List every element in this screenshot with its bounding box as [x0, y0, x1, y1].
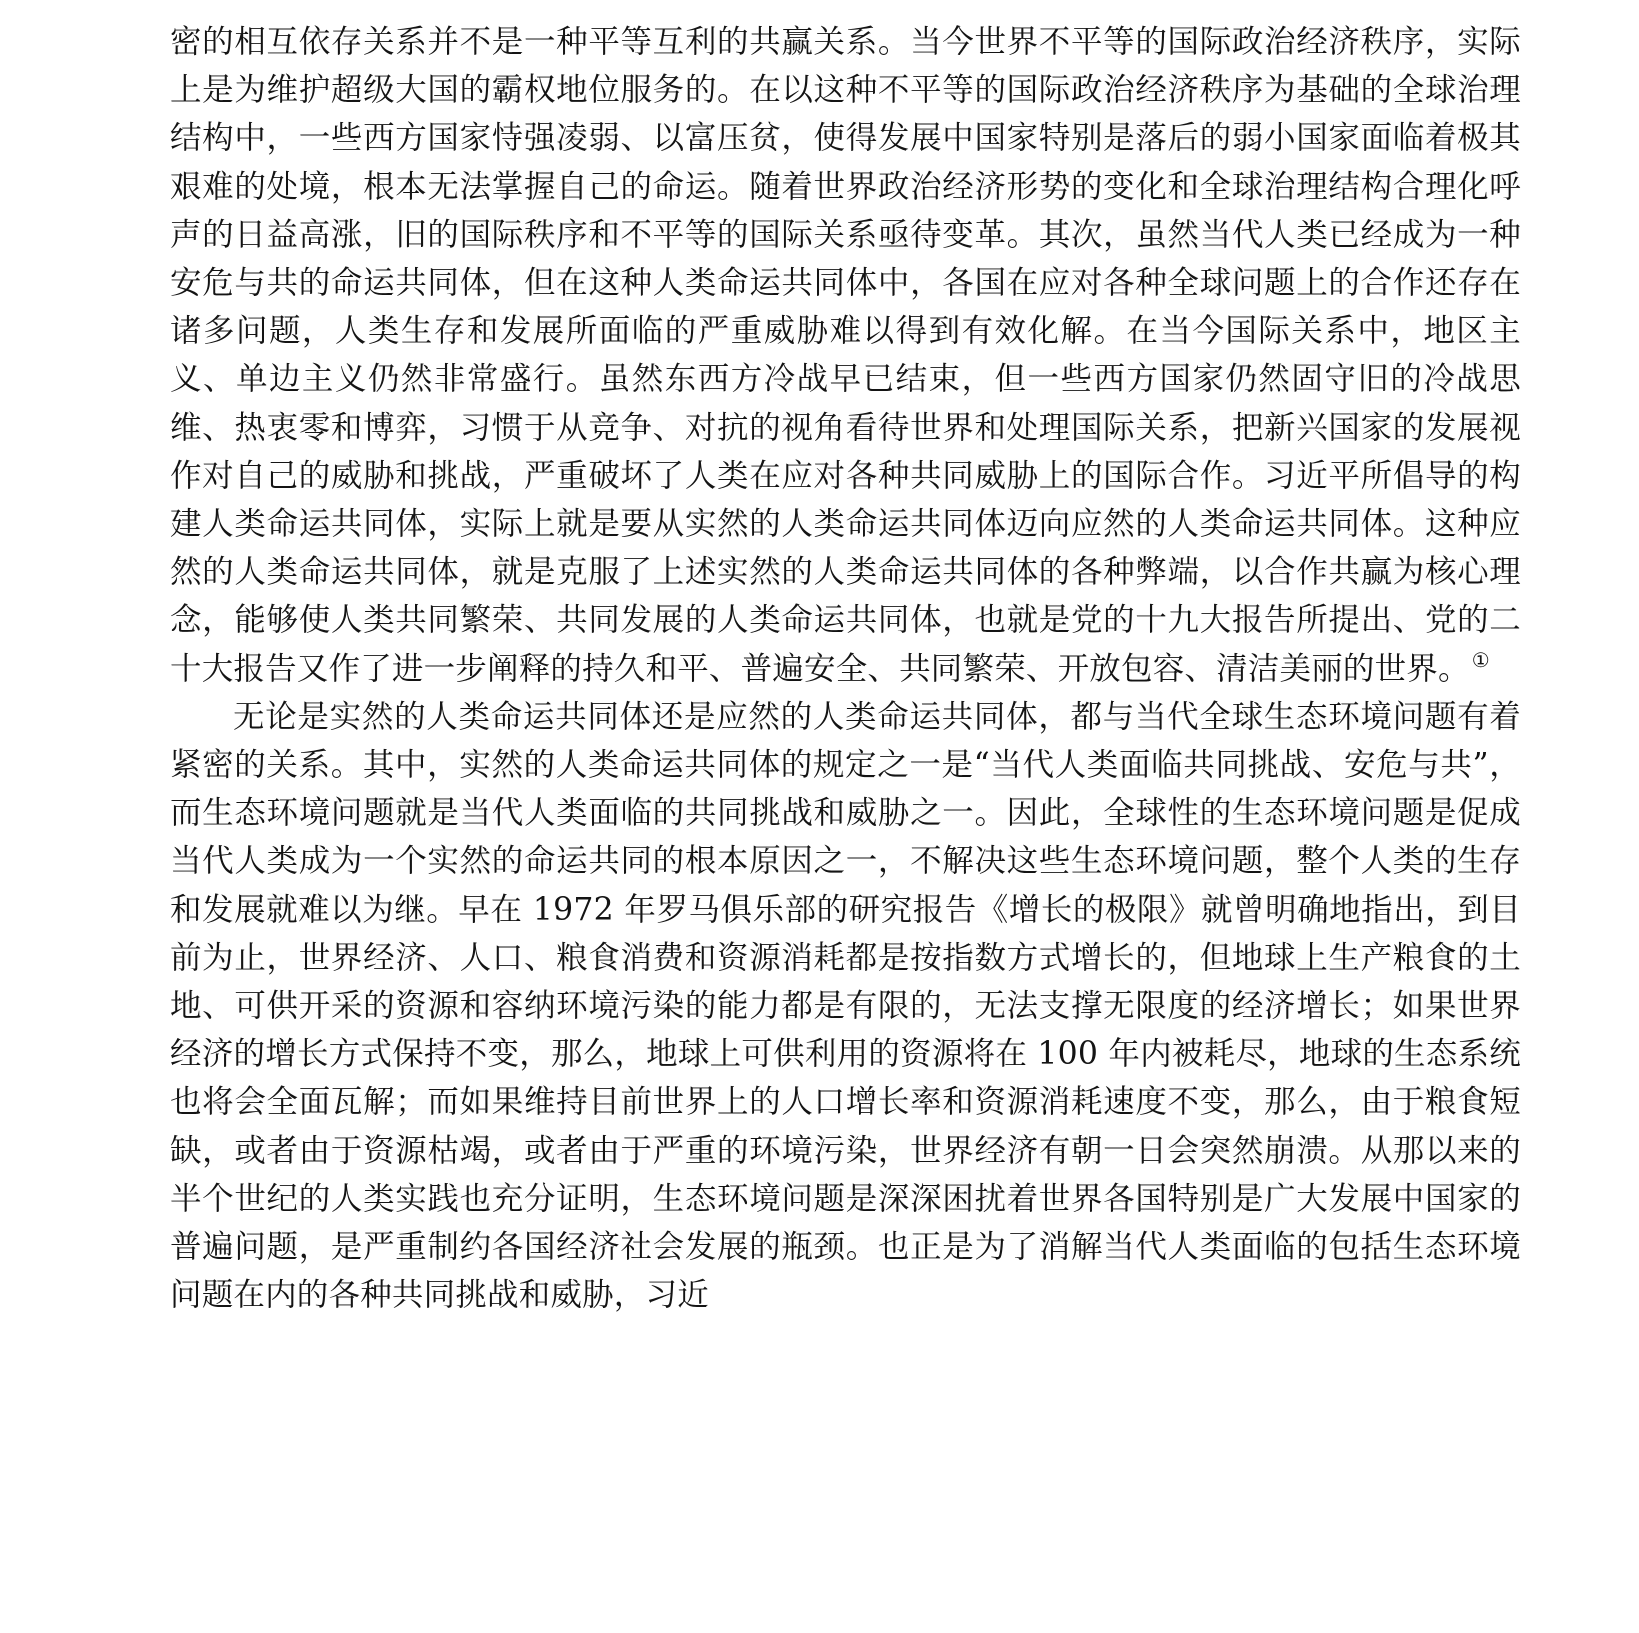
page-body: [170, 18, 1521, 1319]
paragraph-text: 密的相互依存关系并不是一种平等互利的共赢关系。当今世界不平等的国际政治经济秩序，实际上是为维护超级大国的霸权地位服务的。在以这种不平等的国际政治经济秩序为基础的全球治理结构中，一些西方国家恃强凌弱、以富压贫，使得发展中国家特别是落后的弱小国家面临着极其艰难的处境，根本无法掌握自己的命运。随着世界政治经济形势的变化和全球治理结构合理化呼声的日益高涨，旧的国际秩序和不平等的国际关系亟待变革。其次，虽然当代人类已经成为一种安危与共的命运共同体，但在这种人类命运共同体中，各国在应对各种全球问题上的合作还存在诸多问题，人类生存和发展所面临的严重威胁难以得到有效化解。在当今国际关系中，地区主义、单边主义仍然非常盛行。虽然东西方冷战早已结束，但一些西方国家仍然固守旧的冷战思维、热衷零和博弈，习惯于从竞争、对抗的视角看待世界和处理国际关系，把新兴国家的发展视作对自己的威胁和挑战，严重破坏了人类在应对各种共同威胁上的国际合作。习近平所倡导的构建人类命运共同体，实际上就是要从实然的人类命运共同体迈向应然的人类命运共同体。这种应然的人类命运共同体，就是克服了上述实然的人类命运共同体的各种弊端，以合作共赢为核心理念，能够使人类共同繁荣、共同发展的人类命运共同体，也就是党的十九大报告所提出、党的二十大报告又作了进一步阐释的持久和平、普遍安全、共同繁荣、开放包容、清洁美丽的世界。: [170, 24, 1521, 687]
paragraph-text: 无论是实然的人类命运共同体还是应然的人类命运共同体，都与当代全球生态环境问题有着紧密的关系。其中，实然的人类命运共同体的规定之一是“当代人类面临共同挑战、安危与共”，而生态环境问题就是当代人类面临的共同挑战和威胁之一。因此，全球性的生态环境问题是促成当代人类成为一个实然的命运共同的根本原因之一，不解决这些生态环境问题，整个人类的生存和发展就难以为继。早在 1972 年罗马俱乐部的研究报告《增长的极限》就曾明确地指出，到目前为止，世界经济、人口、粮食消费和资源消耗都是按指数方式增长的，但地球上生产粮食的土地、可供开采的资源和容纳环境污染的能力都是有限的，无法支撑无限度的经济增长；如果世界经济的增长方式保持不变，那么，地球上可供利用的资源将在 100 年内被耗尽，地球的生态系统也将会全面瓦解；而如果维持目前世界上的人口增长率和资源消耗速度不变，那么，由于粮食短缺，或者由于资源枯竭，或者由于严重的环境污染，世界经济有朝一日会突然崩溃。从那以来的半个世纪的人类实践也充分证明，生态环境问题是深深困扰着世界各国特别是广大发展中国家的普遍问题，是严重制约各国经济社会发展的瓶颈。也正是为了消解当代人类面临的包括生态环境问题在内的各种共同挑战和威胁，习近: [170, 698, 1521, 1314]
paragraph: [170, 18, 1521, 693]
paragraph: [170, 693, 1521, 1320]
footnote-marker: ①: [1471, 648, 1490, 673]
